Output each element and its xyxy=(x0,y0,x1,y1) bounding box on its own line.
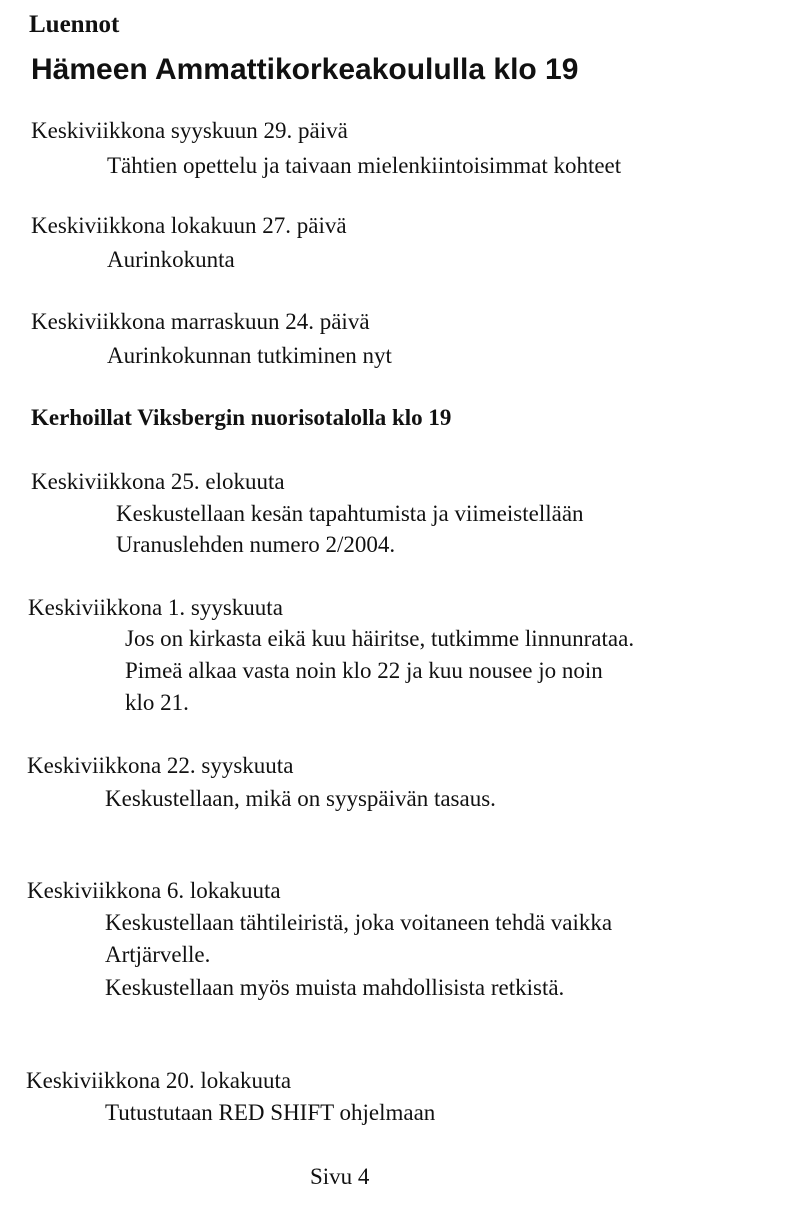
document-title: Luennot xyxy=(29,11,120,38)
club-night-4-line-1: Keskustellaan tähtileiristä, joka voitaneen tehdä vaikka xyxy=(105,910,613,935)
club-night-1-date: Keskiviikkona 25. elokuuta xyxy=(31,469,285,494)
club-night-2-line-2: Pimeä alkaa vasta noin klo 22 ja kuu nousee jo noin xyxy=(125,658,603,683)
club-night-5-date: Keskiviikkona 20. lokakuuta xyxy=(26,1068,292,1093)
club-night-2-line-3: klo 21. xyxy=(125,690,189,715)
club-night-2-date: Keskiviikkona 1. syyskuuta xyxy=(28,595,283,620)
club-night-4-line-3: Keskustellaan myös muista mahdollisista retkistä. xyxy=(105,975,565,1000)
lecture-3-date: Keskiviikkona marraskuun 24. päivä xyxy=(31,309,370,334)
lectures-location-heading: Hämeen Ammattikorkeakoululla klo 19 xyxy=(31,53,579,86)
club-night-5-line-1: Tutustutaan RED SHIFT ohjelmaan xyxy=(105,1100,436,1125)
club-nights-heading: Kerhoillat Viksbergin nuorisotalolla klo 19 xyxy=(31,405,452,430)
lecture-2-date: Keskiviikkona lokakuun 27. päivä xyxy=(31,213,347,238)
club-night-1-line-2: Uranuslehden numero 2/2004. xyxy=(116,532,396,557)
lecture-1-date: Keskiviikkona syyskuun 29. päivä xyxy=(31,118,348,143)
lecture-1-topic: Tähtien opettelu ja taivaan mielenkiintoisimmat kohteet xyxy=(107,153,622,178)
lecture-3-topic: Aurinkokunnan tutkiminen nyt xyxy=(107,343,392,368)
club-night-4-line-2: Artjärvelle. xyxy=(105,942,211,967)
club-night-3-line-1: Keskustellaan, mikä on syyspäivän tasaus. xyxy=(105,786,496,811)
club-night-4-date: Keskiviikkona 6. lokakuuta xyxy=(27,878,281,903)
club-night-2-line-1: Jos on kirkasta eikä kuu häiritse, tutkimme linnunrataa. xyxy=(125,626,635,651)
lecture-2-topic: Aurinkokunta xyxy=(107,247,235,272)
page-number: Sivu 4 xyxy=(310,1164,370,1189)
club-night-3-date: Keskiviikkona 22. syyskuuta xyxy=(27,753,294,778)
club-night-1-line-1: Keskustellaan kesän tapahtumista ja viimeistellään xyxy=(116,501,584,526)
